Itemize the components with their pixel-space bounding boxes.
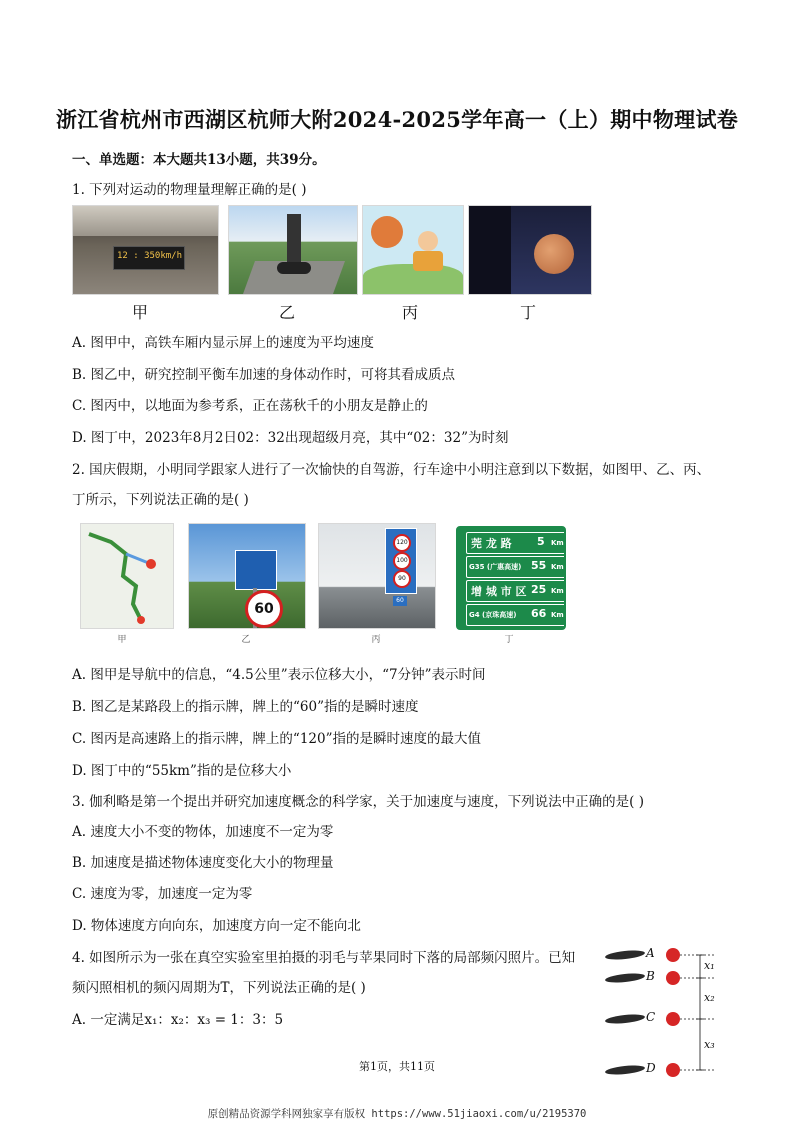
swing-illustration (362, 205, 464, 295)
q1-option-d: D. 图丁中，2023年8月2日02：32出现超级月亮，其中“02：32”为时刻 (72, 430, 509, 446)
q4-stem-line2: 频闪照相机的频闪周期为T，下列说法正确的是( ) (72, 980, 366, 996)
q2-stem-line2: 丁所示，下列说法正确的是( ) (72, 492, 249, 508)
q2-stem-line1: 2. 国庆假期，小明同学跟家人进行了一次愉快的自驾游，行车途中小明注意到以下数据，如图甲、乙、丙、 (72, 462, 711, 478)
strobe-label-x3: x₃ (704, 1038, 715, 1051)
train-screen-text: 12 : 350km/h (117, 251, 183, 261)
q4-stem-line1: 4. 如图所示为一张在真空实验室里拍摄的羽毛与苹果同时下落的局部频闪照片。已知 (72, 950, 576, 966)
distance-sign-row-4: G4 (京珠高速) 66 Km (466, 604, 566, 626)
train-screen-photo (72, 205, 219, 295)
speed-limit-photo (188, 523, 306, 629)
highway-sign-photo (318, 523, 436, 629)
section-heading: 一、单选题：本大题共13小题，共39分。 (72, 152, 326, 168)
q4-option-a: A. 一定满足x₁：x₂：x₃ = 1：3：5 (72, 1012, 284, 1028)
highway-sign-4: 60 (393, 596, 407, 606)
q1-option-c: C. 图丙中，以地面为参考系，正在荡秋千的小朋友是静止的 (72, 398, 428, 414)
page-footer: 第1页，共11页 (359, 1060, 435, 1073)
q2-caption-2: 乙 (241, 635, 251, 645)
highway-sign-3: 90 (393, 570, 411, 588)
supermoon-photo (468, 205, 592, 295)
q2-caption-4: 丁 (504, 635, 514, 645)
strobe-label-c: C (646, 1010, 656, 1024)
distance-sign-image (456, 526, 566, 630)
distance-sign-row-1: 莞 龙 路 5 Km (466, 532, 566, 554)
q2-option-a: A. 图甲是导航中的信息，“4.5公里”表示位移大小，“7分钟”表示时间 (72, 667, 486, 683)
strobe-label-x1: x₁ (704, 959, 715, 972)
navigation-map-image (80, 523, 174, 629)
q1-caption-3: 丙 (401, 303, 418, 322)
highway-sign-1: 120 (393, 534, 411, 552)
q1-option-b: B. 图乙中，研究控制平衡车加速的身体动作时，可将其看成质点 (72, 367, 456, 383)
speed-limit-sign: 60 (245, 590, 283, 628)
watermark: 原创精品资源学科网独家享有版权 https://www.51jiaoxi.com/u/2195370 (207, 1108, 587, 1120)
page-title: 浙江省杭州市西湖区杭师大附2024-2025学年高一（上）期中物理试卷 (55, 107, 739, 132)
q1-stem: 1. 下列对运动的物理量理解正确的是( ) (72, 182, 307, 198)
q1-option-a: A. 图甲中，高铁车厢内显示屏上的速度为平均速度 (72, 335, 374, 351)
highway-sign-2: 100 (393, 552, 411, 570)
strobe-label-x2: x₂ (704, 991, 715, 1004)
strobe-label-d: D (646, 1061, 656, 1075)
q3-option-b: B. 加速度是描述物体速度变化大小的物理量 (72, 855, 334, 871)
distance-sign-row-2: G35 (广惠高速) 55 Km (466, 556, 566, 578)
q2-caption-1: 甲 (117, 635, 127, 645)
q2-option-d: D. 图丁中的“55km”指的是位移大小 (72, 763, 292, 779)
distance-sign-row-3: 增 城 市 区 25 Km (466, 580, 566, 602)
strobe-label-b: B (646, 969, 655, 983)
q2-option-b: B. 图乙是某路段上的指示牌，牌上的“60”指的是瞬时速度 (72, 699, 419, 715)
q3-stem: 3. 伽利略是第一个提出并研究加速度概念的科学家，关于加速度与速度，下列说法中正确的是( ) (72, 794, 644, 810)
q2-option-c: C. 图丙是高速路上的指示牌，牌上的“120”指的是瞬时速度的最大值 (72, 731, 482, 747)
q3-option-c: C. 速度为零，加速度一定为零 (72, 886, 253, 902)
strobe-label-a: A (646, 946, 655, 960)
q1-caption-4: 丁 (519, 303, 536, 322)
q3-option-a: A. 速度大小不变的物体，加速度不一定为零 (72, 824, 334, 840)
q1-caption-1: 甲 (131, 303, 148, 322)
q1-caption-2: 乙 (278, 303, 295, 322)
q2-caption-3: 丙 (371, 635, 381, 645)
balance-car-photo (228, 205, 358, 295)
q3-option-d: D. 物体速度方向向东，加速度方向一定不能向北 (72, 918, 361, 934)
